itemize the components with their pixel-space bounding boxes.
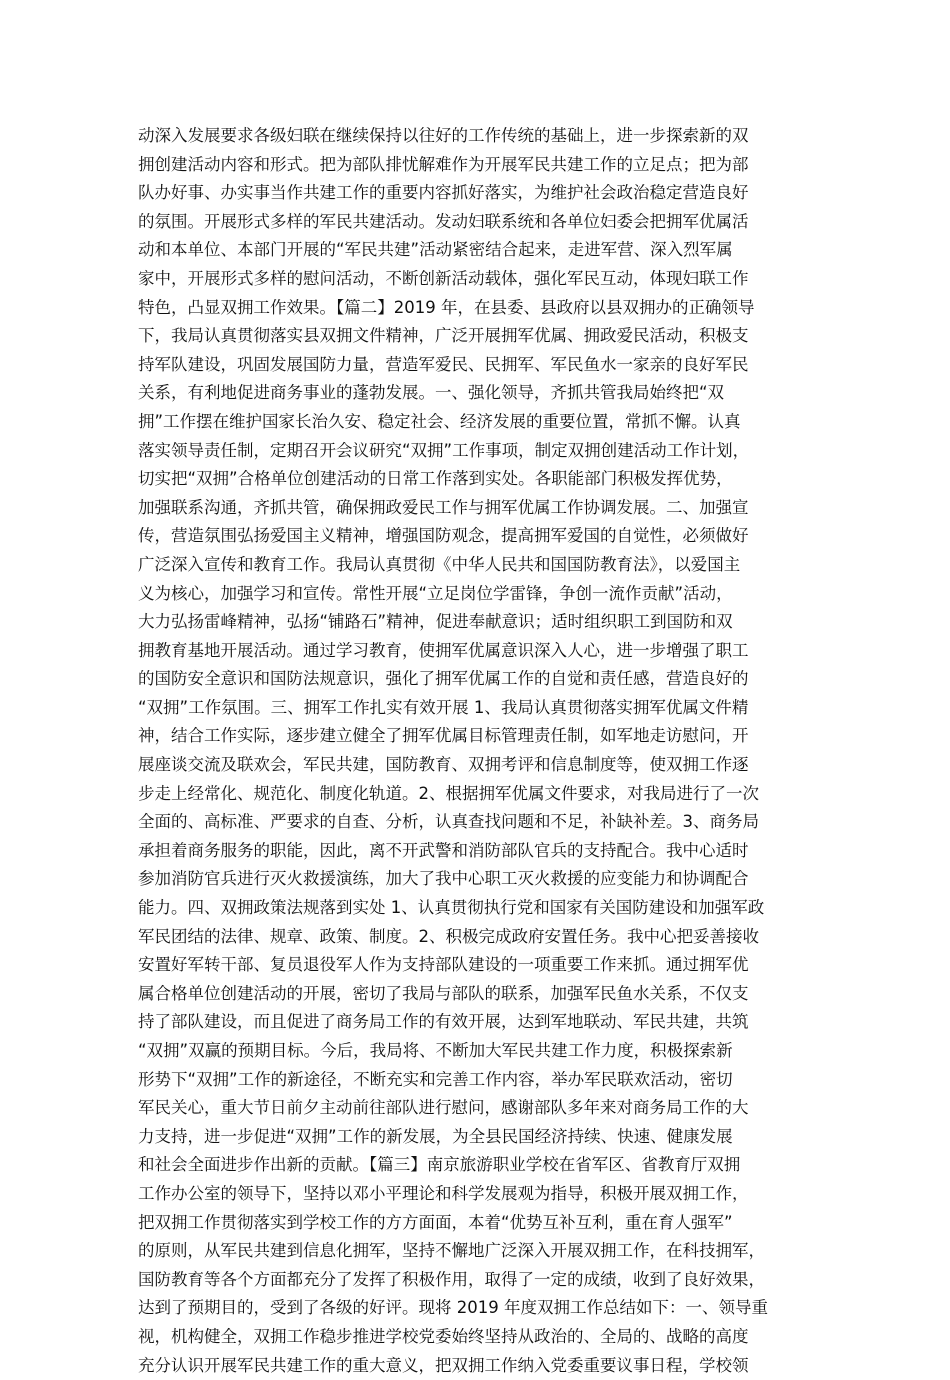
text-line: 形势下“双拥”工作的新途径，不断充实和完善工作内容，举办军民联欢活动，密切 (138, 1069, 733, 1089)
text-line: “双拥”工作氛围。三、拥军工作扎实有效开展 1、我局认真贯彻落实拥军优属文件精 (138, 697, 749, 717)
text-line: 持军队建设，巩固发展国防力量，营造军爱民、民拥军、军民鱼水一家亲的良好军民 (138, 354, 749, 374)
body-text (138, 122, 828, 1380)
text-line: 充分认识开展军民共建工作的重大意义，把双拥工作纳入党委重要议事日程，学校领 (138, 1355, 749, 1375)
text-line: 大力弘扬雷峰精神，弘扬“铺路石”精神，促进奉献意识；适时组织职工到国防和双 (138, 612, 733, 632)
text-line: 动和本单位、本部门开展的“军民共建”活动紧密结合起来，走进军营、深入烈军属 (138, 240, 733, 260)
text-line: 视，机构健全，双拥工作稳步推进学校党委始终坚持从政治的、全局的、战略的高度 (138, 1326, 749, 1346)
text-line: 切实把“双拥”合格单位创建活动的日常工作落到实处。各职能部门积极发挥优势， (138, 469, 733, 489)
text-line: 传，营造氛围弘扬爱国主义精神，增强国防观念，提高拥军爱国的自觉性，必须做好 (138, 526, 749, 546)
text-line: 全面的、高标准、严要求的自查、分析，认真查找问题和不足，补缺补差。3、商务局 (138, 812, 759, 832)
text-line: 拥”工作摆在维护国家长治久安、稳定社会、经济发展的重要位置，常抓不懈。认真 (138, 411, 741, 431)
text-line: 家中，开展形式多样的慰问活动，不断创新活动载体，强化军民互动，体现妇联工作 (138, 268, 749, 288)
text-line: 军民团结的法律、规章、政策、制度。2、积极完成政府安置任务。我中心把妥善接收 (138, 926, 759, 946)
text-line: 承担着商务服务的职能，因此，离不开武警和消防部队官兵的支持配合。我中心适时 (138, 840, 749, 860)
text-line: 义为核心，加强学习和宣传。常性开展“立足岗位学雷锋，争创一流作贡献”活动， (138, 583, 733, 603)
text-line: 的国防安全意识和国防法规意识，强化了拥军优属工作的自觉和责任感，营造良好的 (138, 669, 749, 689)
text-line: 的氛围。开展形式多样的军民共建活动。发动妇联系统和各单位妇委会把拥军优属活 (138, 211, 749, 231)
text-line: 军民关心，重大节日前夕主动前往部队进行慰问，感谢部队多年来对商务局工作的大 (138, 1098, 749, 1118)
text-line: 的原则，从军民共建到信息化拥军，坚持不懈地广泛深入开展双拥工作，在科技拥军， (138, 1241, 765, 1261)
text-line: “双拥”双赢的预期目标。今后，我局将、不断加大军民共建工作力度，积极探索新 (138, 1041, 733, 1060)
text-line: 拥创建活动内容和形式。把为部队排忧解难作为开展军民共建工作的立足点；把为部 (138, 154, 749, 174)
text-line: 参加消防官兵进行灭火救援演练，加大了我中心职工灭火救援的应变能力和协调配合 (138, 869, 749, 889)
text-line: 落实领导责任制，定期召开会议研究“双拥”工作事项，制定双拥创建活动工作计划， (138, 440, 750, 460)
text-line: 和社会全面进步作出新的贡献。【篇三】南京旅游职业学校在省军区、省教育厅双拥 (138, 1155, 741, 1175)
text-line: 关系，有利地促进商务事业的蓬勃发展。一、强化领导，齐抓共管我局始终把“双 (138, 383, 725, 403)
text-line: 动深入发展要求各级妇联在继续保持以往好的工作传统的基础上，进一步探索新的双 (138, 126, 749, 145)
text-line: 安置好军转干部、复员退役军人作为支持部队建设的一项重要工作来抓。通过拥军优 (138, 955, 749, 975)
text-line: 国防教育等各个方面都充分了发挥了积极作用，取得了一定的成绩，收到了良好效果， (138, 1269, 765, 1289)
text-line: 工作办公室的领导下，坚持以邓小平理论和科学发展观为指导，积极开展双拥工作， (138, 1183, 749, 1203)
text-line: 特色，凸显双拥工作效果。【篇二】2019 年，在县委、县政府以县双拥办的正确领导 (138, 297, 755, 317)
text-line: 达到了预期目的，受到了各级的好评。现将 2019 年度双拥工作总结如下：一、领导重 (138, 1298, 768, 1318)
text-line: 下，我局认真贯彻落实县双拥文件精神，广泛开展拥军优属、拥政爱民活动，积极支 (138, 326, 749, 346)
text-line: 能力。四、双拥政策法规落到实处 1、认真贯彻执行党和国家有关国防建设和加强军政 (138, 898, 765, 918)
text-line: 力支持，进一步促进“双拥”工作的新发展，为全县民国经济持续、快速、健康发展 (138, 1126, 733, 1146)
text-line: 把双拥工作贯彻落实到学校工作的方方面面，本着“优势互补互利，重在育人强军” (138, 1212, 733, 1232)
text-line: 加强联系沟通，齐抓共管，确保拥政爱民工作与拥军优属工作协调发展。二、加强宣 (138, 497, 749, 517)
text-line: 神，结合工作实际，逐步建立健全了拥军优属目标管理责任制，如军地走访慰问，开 (138, 726, 749, 746)
text-line: 属合格单位创建活动的开展，密切了我局与部队的联系，加强军民鱼水关系，不仅支 (138, 983, 749, 1003)
text-line: 展座谈交流及联欢会，军民共建，国防教育、双拥考评和信息制度等，使双拥工作逐 (138, 755, 749, 775)
text-line: 持了部队建设，而且促进了商务局工作的有效开展，达到军地联动、军民共建，共筑 (138, 1012, 749, 1032)
text-line: 队办好事、办实事当作共建工作的重要内容抓好落实，为维护社会政治稳定营造良好 (138, 183, 749, 203)
text-line: 拥教育基地开展活动。通过学习教育，使拥军优属意识深入人心，进一步增强了职工 (138, 640, 749, 660)
text-line: 步走上经常化、规范化、制度化轨道。2、根据拥军优属文件要求，对我局进行了一次 (138, 783, 759, 803)
text-line: 广泛深入宣传和教育工作。我局认真贯彻《中华人民共和国国防教育法》，以爱国主 (138, 554, 741, 574)
